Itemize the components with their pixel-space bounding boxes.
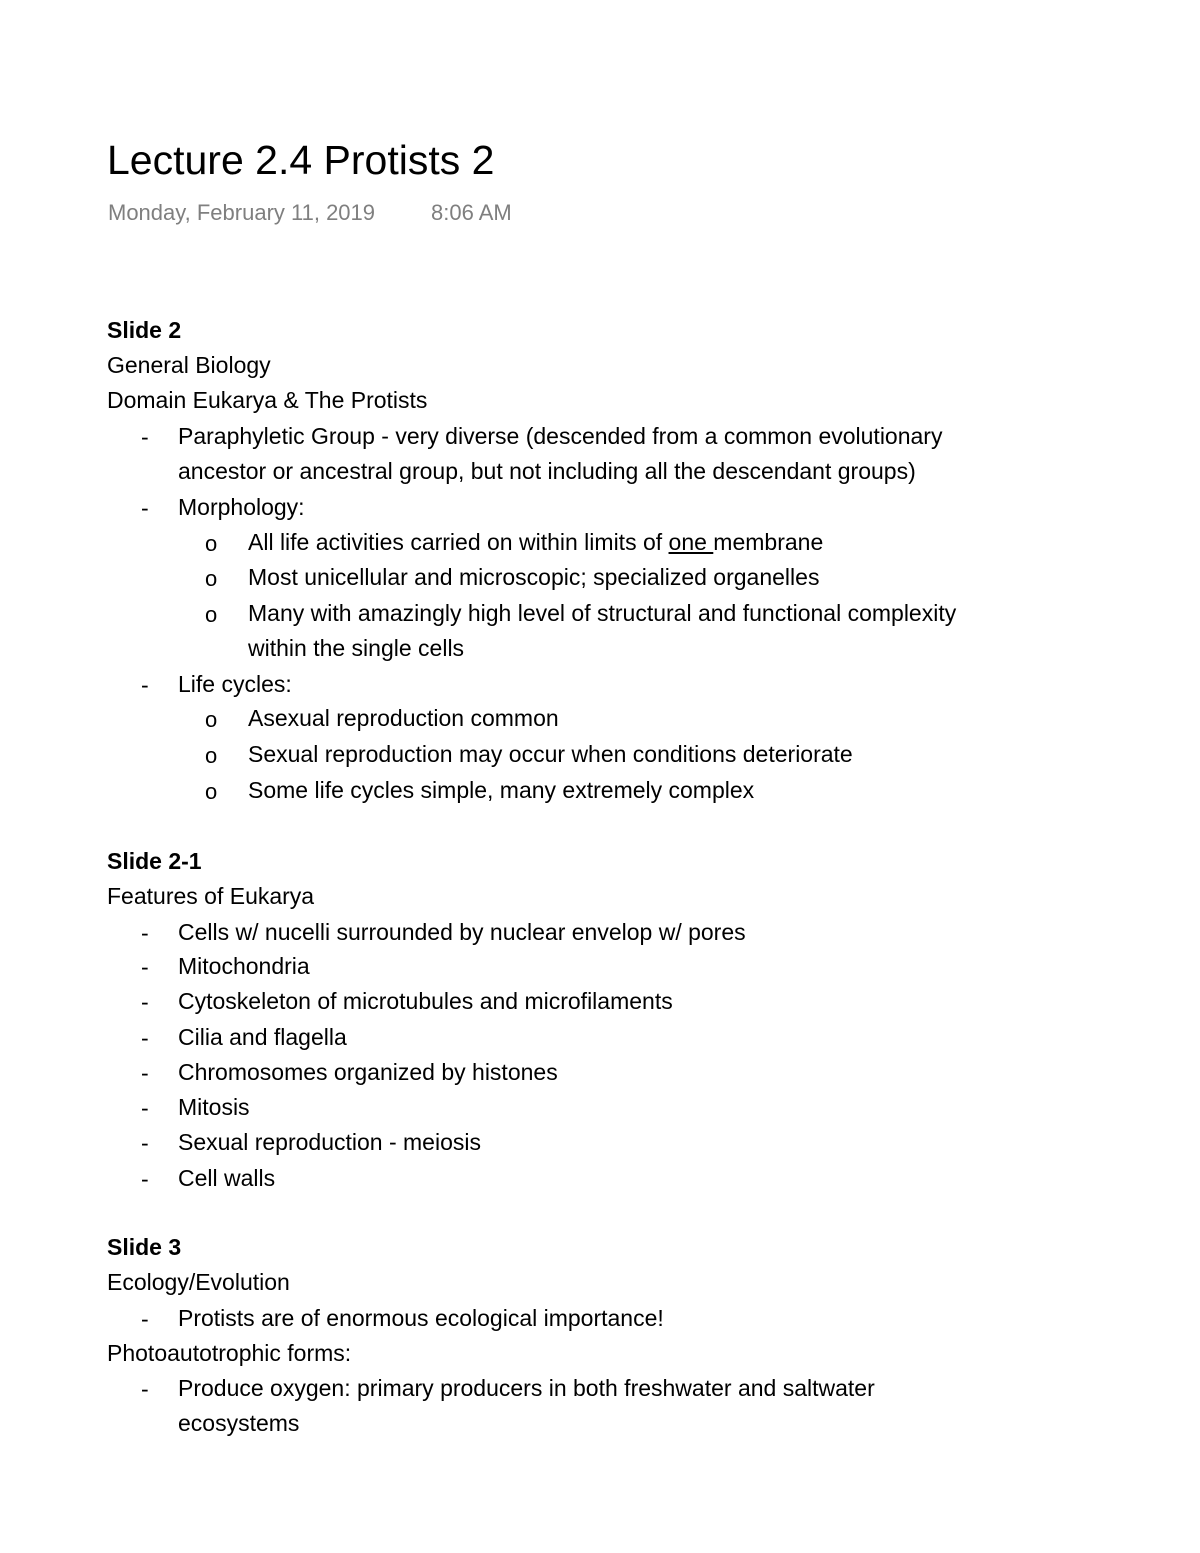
slide-2-line-2: Domain Eukarya & The Protists <box>107 387 428 413</box>
slide-2-morph-1 <box>248 525 823 560</box>
feature-item: Cell walls <box>178 1165 276 1191</box>
dash-bullet: - <box>141 989 149 1015</box>
feature-item: Sexual reproduction - meiosis <box>178 1129 481 1155</box>
page-time: 8:06 AM <box>431 200 512 225</box>
slide-2-life-1: Asexual reproduction common <box>248 705 559 731</box>
underlined-text: one <box>668 529 714 555</box>
text: All life activities carried on within limits of <box>248 529 669 555</box>
feature-item: Cells w/ nucelli surrounded by nuclear envelop w/ pores <box>178 919 746 945</box>
slide-3-item-2-cont: ecosystems <box>178 1410 300 1436</box>
slide-2-heading: Slide 2 <box>107 317 182 343</box>
feature-item: Chromosomes organized by histones <box>178 1059 558 1085</box>
slide-2-paraphyletic: Paraphyletic Group - very diverse (descended from a common evolutionary <box>178 423 943 449</box>
slide-2-life-2: Sexual reproduction may occur when conditions deteriorate <box>248 741 853 767</box>
dash-bullet: - <box>141 1376 149 1402</box>
slide-2-1-heading: Slide 2-1 <box>107 848 202 874</box>
circle-bullet: o <box>205 566 218 591</box>
slide-3-line-1: Ecology/Evolution <box>107 1269 290 1295</box>
circle-bullet: o <box>205 602 218 627</box>
circle-bullet: o <box>205 707 218 732</box>
dash-bullet: - <box>141 1060 149 1086</box>
circle-bullet: o <box>205 531 218 556</box>
page-date-time <box>108 198 512 228</box>
dash-bullet: - <box>141 672 149 698</box>
slide-2-morph-2: Most unicellular and microscopic; specialized organelles <box>248 564 820 590</box>
feature-item: Mitochondria <box>178 953 310 979</box>
dash-bullet: - <box>141 424 149 450</box>
page-date: Monday, February 11, 2019 <box>108 200 376 225</box>
feature-item: Mitosis <box>178 1094 250 1120</box>
slide-3-item-1: Protists are of enormous ecological importance! <box>178 1305 664 1331</box>
dash-bullet: - <box>141 920 149 946</box>
circle-bullet: o <box>205 743 218 768</box>
slide-2-line-1: General Biology <box>107 352 271 378</box>
dash-bullet: - <box>141 954 149 980</box>
page-title: Lecture 2.4 Protists 2 <box>107 137 495 183</box>
slide-2-life-cycles: Life cycles: <box>178 671 292 697</box>
slide-3-item-2: Produce oxygen: primary producers in both freshwater and saltwater <box>178 1375 875 1401</box>
slide-2-paraphyletic-cont: ancestor or ancestral group, but not including all the descendant groups) <box>178 458 916 484</box>
slide-3-heading: Slide 3 <box>107 1234 182 1260</box>
slide-2-morphology: Morphology: <box>178 494 305 520</box>
slide-3-line-2: Photoautotrophic forms: <box>107 1340 352 1366</box>
dash-bullet: - <box>141 1306 149 1332</box>
dash-bullet: - <box>141 1095 149 1121</box>
dash-bullet: - <box>141 1130 149 1156</box>
dash-bullet: - <box>141 495 149 521</box>
dash-bullet: - <box>141 1166 149 1192</box>
slide-2-life-3: Some life cycles simple, many extremely complex <box>248 777 755 803</box>
slide-2-morph-3: Many with amazingly high level of structural and functional complexity <box>248 600 957 626</box>
text: membrane <box>713 529 824 555</box>
circle-bullet: o <box>205 779 218 804</box>
slide-2-morph-3-cont: within the single cells <box>248 635 465 661</box>
slide-2-1-line-1: Features of Eukarya <box>107 883 315 909</box>
feature-item: Cilia and flagella <box>178 1024 347 1050</box>
feature-item: Cytoskeleton of microtubules and microfilaments <box>178 988 673 1014</box>
dash-bullet: - <box>141 1025 149 1051</box>
